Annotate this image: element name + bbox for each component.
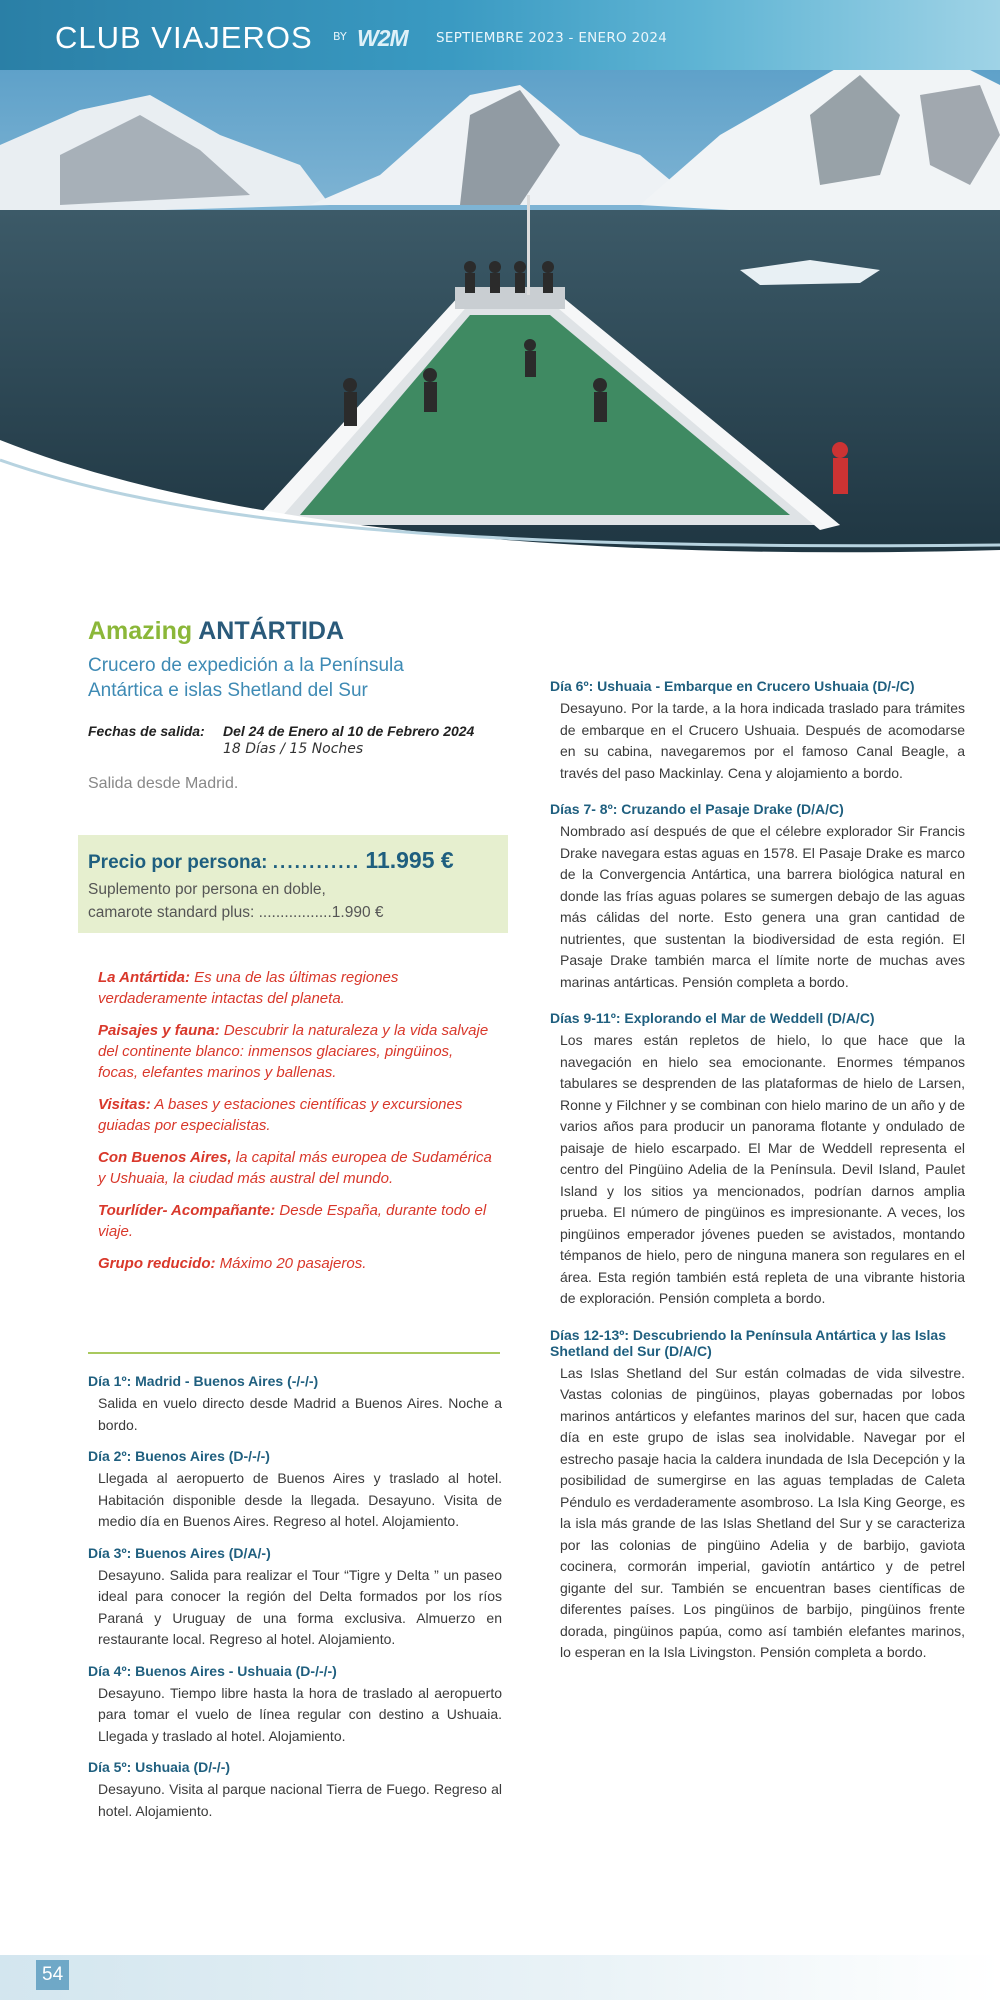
header-bar (0, 0, 1000, 70)
day-text: Llegada al aeropuerto de Buenos Aires y traslado al hotel. Habitación disponible desde la llegada. Desayuno. Visita de medio día en Buenos Aires. Regreso al hotel. Alojamiento. (98, 1470, 502, 1529)
day-title: Día 3º: Buenos Aires (D/A/-) (88, 1544, 271, 1561)
header-wave (0, 440, 1000, 590)
issue-dates: SEPTIEMBRE 2023 - ENERO 2024 (436, 30, 668, 46)
highlight-key: Grupo reducido: (98, 1255, 216, 1272)
dates-label: Fechas de salida: (88, 723, 205, 739)
day-text: Desayuno. Tiempo libre hasta la hora de traslado al aeropuerto para tomar el vuelo de línea regular con destino a Ushuaia. Llegada y traslado al hotel. Alojamiento. (98, 1684, 502, 1744)
highlight-item (98, 967, 496, 1009)
highlight-key: Tourlíder- Acompañante: (98, 1202, 276, 1219)
header-by-label: BY (333, 30, 347, 43)
trip-title (88, 615, 508, 647)
section-divider (88, 1352, 500, 1354)
trip-duration: 18 Días / 15 Noches (223, 741, 364, 757)
departure-dates (88, 723, 508, 739)
dates-value: Del 24 de Enero al 10 de Febrero 2024 (223, 723, 475, 739)
highlight-item (98, 1253, 496, 1274)
itinerary-day (88, 1759, 502, 1822)
itinerary-day (550, 1010, 965, 1310)
day-text: Las Islas Shetland del Sur están colmadas de vida silvestre. Vastas colonias de pingüinos, playas gobernadas por lobos marinos antárticos y elefantes marinos del sur, hacen que cada día en este grupo de islas sea inolvidable. Navegar por el estrecho pasaje hacia la caldera inundada de Isla Decepción y la posibilidad de sumergirse en las aguas templadas de Caleta Péndulo es verdaderamente asombroso. La Isla King George, es la isla más grande de las Islas Shetland del Sur y se caracteriza por las colonias de pingüino Adelia y de barbijo, gaviota cocinera, cormorán imperial, gaviotín antártico y de petrel gigante del sur. También se encuentran bases científicas de diferentes países. Los pingüinos de barbijo, pingüinos frente dorada, pingüinos papúa, como así también elefantes marinos, lo esperan en la Isla Livingston. Pensión completa a bordo. (560, 1364, 965, 1660)
departure-city: Salida desde Madrid. (88, 775, 239, 792)
highlight-text: Descubrir la naturaleza y la vida salvaje del continente blanco: inmensos glaciares, pingüinos, focas, elefantes marinos y ballenas. (98, 1022, 489, 1081)
highlight-text: Máximo 20 pasajeros. (215, 1255, 367, 1272)
day-title: Día 2º: Buenos Aires (D-/-/-) (88, 1448, 270, 1464)
day-title: Días 7- 8º: Cruzando el Pasaje Drake (D/A/C) (550, 801, 844, 817)
highlight-item (98, 1094, 496, 1136)
highlight-key: Visitas: (98, 1096, 151, 1113)
price-dots: ............ (272, 852, 361, 873)
day-text: Los mares están repletos de hielo, lo que hace que la navegación en hielo sea emocionante. Enormes témpanos tabulares se desprenden de las plataformas de hielo de Larsen, Ronne y Filchner y se combinan con hielo marino de un año y de varios años para producir un panorama flotante y ondulado de paisaje de hielo escarpado. El Mar de Weddell representa el centro del Pingüino Adelia de la Península. Devil Island, Paulet Island y los sitios ya mencionados, podrían darnos amplia prueba. El número de pingüinos es impresionante. A veces, los pingüinos emperador jóvenes pueden se avistados, montando témpanos de hielo, pero de ninguna manera son regulares en el área. Esta región también está repleta de una vibrante historia de exploración. Pensión completa a bordo. (560, 1032, 965, 1306)
trip-subtitle-line2: Antártica e islas Shetland del Sur (88, 680, 368, 701)
highlight-key: La Antártida: (98, 969, 190, 986)
highlight-item (98, 1200, 496, 1242)
trip-intro (88, 615, 508, 793)
highlight-key: Paisajes y fauna: (98, 1022, 220, 1039)
highlight-text: A bases y estaciones científicas y excursiones guiadas por especialistas. (98, 1096, 463, 1134)
w2m-logo: W2M (357, 25, 408, 51)
day-text: Salida en vuelo directo desde Madrid a Buenos Aires. Noche a bordo. (98, 1395, 502, 1433)
itinerary-day (88, 1448, 502, 1533)
price-line (88, 847, 454, 874)
itinerary-day (88, 1373, 502, 1436)
itinerary-day (550, 678, 965, 784)
day-title: Día 1º: Madrid - Buenos Aires (-/-/-) (88, 1373, 319, 1389)
itinerary-day (550, 1327, 965, 1664)
day-text: Desayuno. Visita al parque nacional Tierra de Fuego. Regreso al hotel. Alojamiento. (98, 1781, 502, 1819)
itinerary-right (550, 678, 965, 1681)
day-title: Día 6º: Ushuaia - Embarque en Crucero Ushuaia (D/-/C) (550, 678, 915, 694)
price-value: 11.995 € (365, 847, 454, 873)
highlight-text: la capital más europea de Sudamérica y Ushuaia, la ciudad más austral del mundo. (98, 1149, 492, 1187)
highlight-item (98, 1020, 496, 1083)
highlights-list (98, 967, 496, 1285)
day-text: Desayuno. Por la tarde, a la hora indicada traslado para trámites de embarque en el Crucero Ushuaia. Después de acomodarse en su cabina, navegaremos por el famoso Canal Beagle, a través del paso Mackinlay. Cena y alojamiento a bordo. (560, 700, 965, 781)
itinerary-day (550, 801, 965, 993)
highlight-item (98, 1147, 496, 1189)
trip-subtitle-line1: Crucero de expedición a la Península (88, 655, 404, 676)
trip-title-prefix: Amazing (88, 617, 193, 645)
page-number: 54 (36, 1960, 69, 1990)
itinerary-left (88, 1373, 502, 1834)
highlight-text: Es una de las últimas regiones verdaderamente intactas del planeta. (98, 969, 399, 1007)
supplement-line2: camarote standard plus: .................1.990 € (88, 904, 384, 921)
day-title: Día 5º: Ushuaia (D/-/-) (88, 1759, 231, 1775)
footer-band (0, 1955, 1000, 2000)
day-title: Días 12-13º: Descubriendo la Península Antártica y las Islas Shetland del Sur (D/A/C) (550, 1326, 946, 1359)
highlight-key: Con Buenos Aires, (98, 1149, 232, 1166)
day-text: Nombrado así después de que el célebre explorador Sir Francis Drake navegara estas aguas en 1578. El Pasaje Drake es marco de la Convergencia Antártica, una barrera biológica natural en donde las frías aguas polares se sumergen debajo de las aguas más cálidas del norte. Esto genera una gran cantidad de nutrientes, que sustentan la biodiversidad de esta región. El Pasaje Drake también marca el límite norte de muchas aves marinas antárticas. Pensión completa a bordo. (560, 823, 965, 990)
highlight-text: Desde España, durante todo el viaje. (98, 1202, 487, 1240)
price-label: Precio por persona: (88, 852, 268, 873)
trip-subtitle (88, 653, 508, 703)
supplement-line1: Suplemento por persona en doble, (88, 881, 326, 898)
day-text: Desayuno. Salida para realizar el Tour “Tigre y Delta ” un paseo ideal para conocer la región del Delta formados por los ríos Paraná y Uruguay de una forma exclusiva. Almuerzo en restaurante local. Regreso al hotel. Alojamiento. (98, 1566, 502, 1647)
day-title: Día 4º: Buenos Aires - Ushuaia (D-/-/-) (88, 1662, 337, 1679)
day-title: Días 9-11º: Explorando el Mar de Weddell (D/A/C) (550, 1010, 875, 1026)
price-box (78, 835, 508, 933)
itinerary-day (88, 1545, 502, 1651)
magazine-title: CLUB VIAJEROS (55, 20, 313, 55)
trip-title-name: ANTÁRTIDA (198, 617, 345, 645)
itinerary-day (88, 1663, 502, 1748)
